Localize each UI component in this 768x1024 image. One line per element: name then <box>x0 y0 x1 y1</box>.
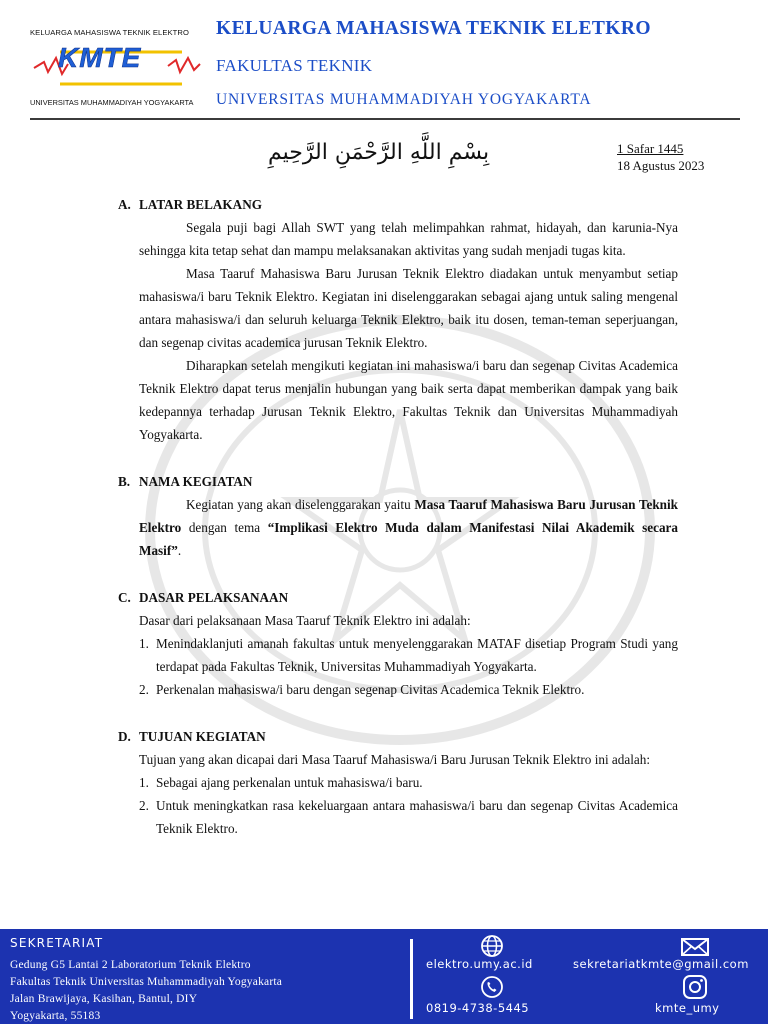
paragraph <box>118 493 678 562</box>
section-heading <box>118 470 678 493</box>
instagram-icon <box>680 975 710 999</box>
section-heading <box>118 586 678 609</box>
logo-bottom-text: UNIVERSITAS MUHAMMADIYAH YOGYAKARTA <box>30 98 194 107</box>
header-divider <box>30 118 740 120</box>
gregorian-date: 18 Agustus 2023 <box>617 158 705 173</box>
list-number: 2. <box>139 682 149 697</box>
letter-date <box>617 140 704 174</box>
footer-divider <box>410 939 413 1019</box>
section-tujuan-kegiatan <box>118 725 678 840</box>
list-number: 2. <box>139 798 149 813</box>
list-text: Untuk meningkatkan rasa kekeluargaan antara mahasiswa/i baru dan segenap Civitas Academica Teknik Elektro. <box>156 798 678 836</box>
bismillah-calligraphy: بِسْمِ اللَّهِ الرَّحْمَنِ الرَّحِيمِ <box>268 140 490 165</box>
list-number: 1. <box>139 636 149 651</box>
list-item <box>139 794 678 840</box>
event-intro: Kegiatan yang akan diselenggarakan yaitu <box>186 497 415 512</box>
list-text: Sebagai ajang perkenalan untuk mahasiswa/i baru. <box>156 775 423 790</box>
event-theme: “Implikasi Elektro Muda dalam Manifestasi Nilai Akademik secara Masif” <box>139 520 678 558</box>
footer-address <box>10 957 282 1024</box>
list-item <box>139 771 678 794</box>
section-heading <box>118 725 678 748</box>
footer-secretariat <box>0 929 768 1024</box>
section-letter: B. <box>118 474 131 489</box>
event-mid: dengan tema <box>181 520 268 535</box>
logo-top-text: KELUARGA MAHASISWA TEKNIK ELEKTRO <box>30 28 190 37</box>
organization-name: KELUARGA MAHASISWA TEKNIK ELETKRO <box>216 18 651 39</box>
faculty-name: FAKULTAS TEKNIK <box>216 56 373 75</box>
list-text: Perkenalan mahasiswa/i baru dengan segenap Civitas Academica Teknik Elektro. <box>156 682 585 697</box>
instagram-link[interactable]: kmte_umy <box>655 1001 720 1015</box>
section-heading <box>118 193 678 216</box>
paragraph: Masa Taaruf Mahasiswa Baru Jurusan Teknik Elektro diadakan untuk menyambut setiap mahasiswa/i baru Teknik Elektro. Kegiatan ini diselenggarakan sebagai ajang untuk saling mengenal antara mahasiswa/i dan seluruh keluarga Teknik Elektro, baik itu dosen, teman-teman seperjuangan, dan segenap civitas academica jurusan Teknik Elektro. <box>139 266 678 350</box>
kmte-logo <box>28 26 204 110</box>
website-link[interactable]: elektro.umy.ac.id <box>426 957 533 971</box>
section-letter: A. <box>118 197 131 212</box>
paragraph: Dasar dari pelaksanaan Masa Taaruf Teknik Elektro ini adalah: <box>139 613 471 628</box>
list-number: 1. <box>139 775 149 790</box>
envelope-icon <box>680 935 710 959</box>
address-line: Fakultas Teknik Universitas Muhammadiyah Yogyakarta <box>10 976 283 988</box>
email-link[interactable]: sekretariatkmte@gmail.com <box>573 957 749 971</box>
event-name: Masa Taaruf Mahasiswa Baru Jurusan Teknik Elektro <box>139 497 678 535</box>
list-text: Menindaklanjuti amanah fakultas untuk menyelenggarakan MATAF disetiap Program Studi yang terdapat pada Fakultas Teknik, Universitas Muhammadiyah Yogyakarta. <box>156 636 678 674</box>
paragraph: Segala puji bagi Allah SWT yang telah melimpahkan rahmat, hidayah, dan karunia-Nya sehingga kita tetap sehat dan mampu melaksanakan aktivitas yang sudah menjadi tugas kita. <box>139 220 678 258</box>
section-title: DASAR PELAKSANAAN <box>139 590 289 605</box>
section-letter: D. <box>118 729 131 744</box>
university-name: UNIVERSITAS MUHAMMADIYAH YOGYAKARTA <box>216 91 592 108</box>
section-title: TUJUAN KEGIATAN <box>139 729 266 744</box>
list-item <box>139 632 678 678</box>
section-letter: C. <box>118 590 131 605</box>
paragraph: Diharapkan setelah mengikuti kegiatan ini mahasiswa/i baru dan segenap Civitas Academica Teknik Elektro dapat terus menjalin hubungan yang baik serta dapat memberikan dampak yang baik kedepannya terhadap Jurusan Teknik Elektro, Fakultas Teknik dan Universitas Muhammadiyah Yogyakarta. <box>139 358 678 442</box>
paragraph: Tujuan yang akan dicapai dari Masa Taaruf Mahasiswa/i Baru Jurusan Teknik Elektro ini adalah: <box>139 752 650 767</box>
address-line: Yogyakarta, 55183 <box>10 1010 101 1022</box>
list-item <box>139 678 678 701</box>
document-body <box>118 193 678 854</box>
event-end: . <box>177 543 182 558</box>
phone-link[interactable]: 0819-4738-5445 <box>426 1001 530 1015</box>
goals-list <box>118 771 678 840</box>
section-title: LATAR BELAKANG <box>139 197 262 212</box>
address-line: Gedung G5 Lantai 2 Laboratorium Teknik Elektro <box>10 959 251 971</box>
footer-title: SEKRETARIAT <box>10 936 104 950</box>
globe-icon <box>477 934 507 958</box>
logo-mark-text: KMTE <box>58 42 142 73</box>
section-latar-belakang <box>118 193 678 446</box>
hijri-date: 1 Safar 1445 <box>617 141 684 156</box>
section-nama-kegiatan <box>118 470 678 562</box>
phone-icon <box>477 975 507 999</box>
address-line: Jalan Brawijaya, Kasihan, Bantul, DIY <box>10 993 198 1005</box>
section-dasar-pelaksanaan <box>118 586 678 701</box>
basis-list <box>118 632 678 701</box>
section-title: NAMA KEGIATAN <box>139 474 253 489</box>
